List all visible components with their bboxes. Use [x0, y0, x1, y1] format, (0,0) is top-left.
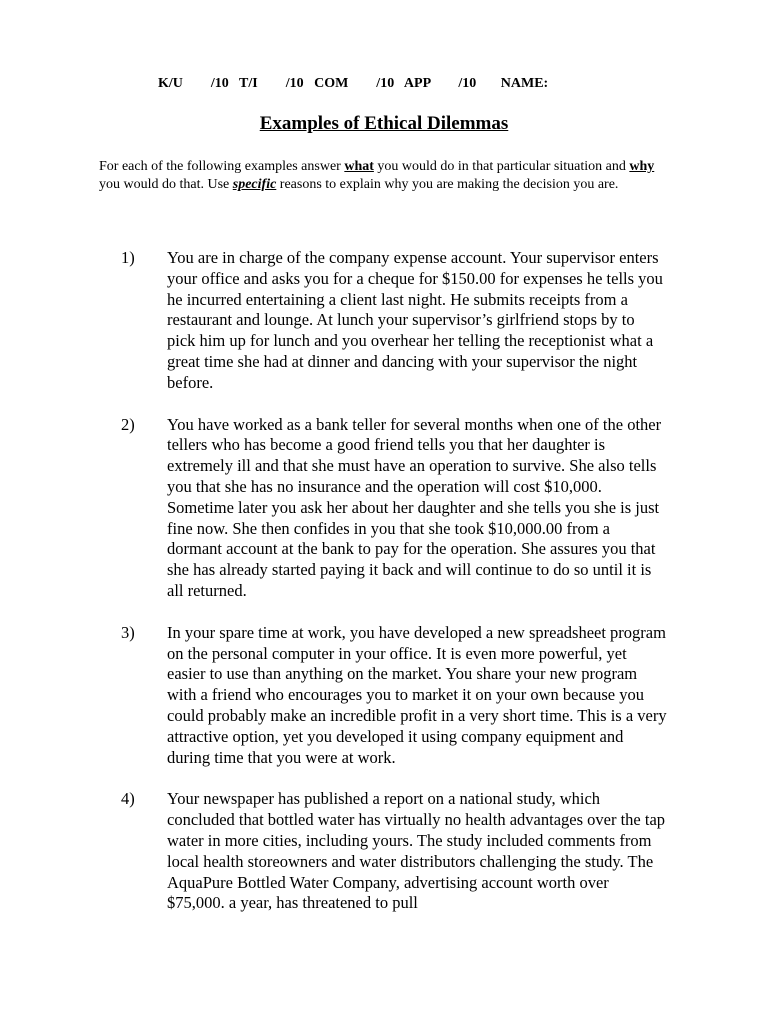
instructions-text: reasons to explain why you are making the decision you are. [276, 177, 619, 192]
dilemma-text: Your newspaper has published a report on a national study, which concluded that bottled water has virtually no health advantages over the tap water in more cities, including yours. The study included comments from local health storeowners and water distributors challenging the study. The AquaPure Bottled Water Company, advertising account worth over $75,000. a year, has threatened to pull [167, 789, 666, 913]
dilemma-number: 4) [121, 789, 135, 809]
dilemma-number: 2) [121, 414, 135, 434]
dilemma-number: 3) [121, 622, 135, 642]
instructions-text: you would do in that particular situation and [373, 159, 630, 174]
dilemma-item [0, 789, 768, 914]
keyword-specific: specific [232, 177, 277, 192]
keyword-what: what [344, 159, 374, 174]
keyword-why: why [629, 159, 655, 174]
page-title: Examples of Ethical Dilemmas [259, 113, 509, 134]
instructions-text: For each of the following examples answer [99, 159, 345, 174]
score-header: K/U /10 T/I /10 COM /10 APP /10 NAME: [158, 76, 549, 91]
instructions-paragraph [99, 158, 674, 194]
dilemma-item [0, 415, 768, 602]
dilemma-text: You are in charge of the company expense account. Your supervisor enters your office and asks you for a cheque for $150.00 for expenses he tells you he incurred entertaining a client last night. He submits receipts from a restaurant and lounge. At lunch your supervisor’s girlfriend stops by to pick him up for lunch and you overhear her telling the receptionist what a great time she had at dinner and dancing with your supervisor the night before. [167, 248, 663, 392]
instructions-text: you would do that. Use [99, 177, 233, 192]
dilemma-text: In your spare time at work, you have developed a new spreadsheet program on the personal computer in your office. It is even more powerful, yet easier to use than anything on the market. You share your new program with a friend who encourages you to market it on your own because you could probably make an incredible profit in a very short time. This is a very attractive option, yet you developed it using company equipment and during time that you were at work. [167, 622, 667, 767]
dilemma-list [0, 248, 768, 935]
dilemma-item [0, 623, 768, 769]
dilemma-text: You have worked as a bank teller for several months when one of the other tellers who has become a good friend tells you that her daughter is extremely ill and that she must have an operation to survive. She also tells you that she has no insurance and the operation will cost $10,000. Sometime later you ask her about her daughter and she tells you she is just fine now. She then confides in you that she took $10,000.00 from a dormant account at the bank to pay for the operation. She assures you that she has already started paying it back and will continue to do so until it is all returned. [167, 414, 662, 600]
dilemma-item [0, 248, 768, 394]
dilemma-number: 1) [121, 248, 135, 267]
